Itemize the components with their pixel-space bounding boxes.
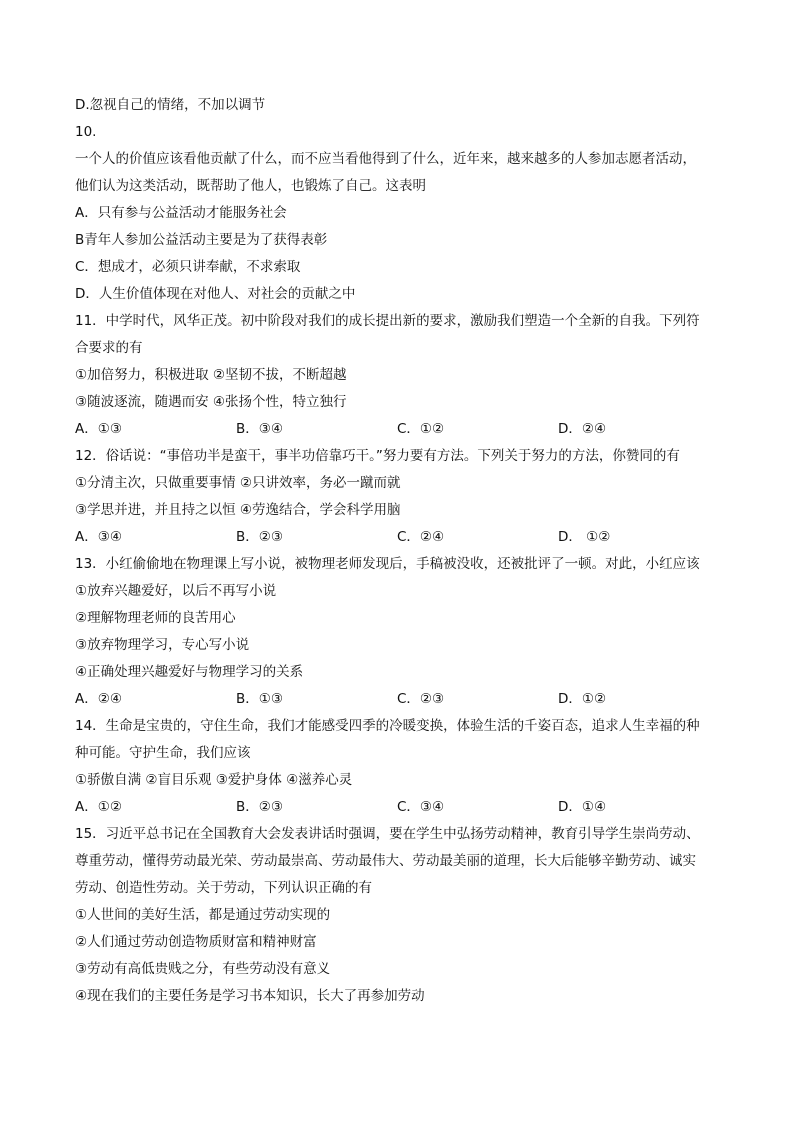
question-15-item-2: ②人们通过劳动创造物质财富和精神财富 xyxy=(75,934,317,950)
question-11-choice-b: B．③④ xyxy=(236,421,283,437)
question-10-option-d: D．人生价值体现在对他人、对社会的贡献之中 xyxy=(75,286,356,302)
question-11-items-line-2: ③随波逐流，随遇而安 ④张扬个性，特立独行 xyxy=(75,394,347,410)
question-11-choice-d: D．②④ xyxy=(558,421,607,437)
question-12-items-line-1: ①分清主次，只做重要事情 ②只讲效率，务必一蹴而就 xyxy=(75,475,401,491)
question-14-stem-line-2: 种可能。守护生命，我们应该 xyxy=(75,745,251,761)
question-10-stem-line-2: 他们认为这类活动，既帮助了他人，也锻炼了自己。这表明 xyxy=(75,178,426,194)
question-12-stem: 12．俗话说：“事倍功半是蛮干，事半功倍靠巧干。”努力要有方法。下列关于努力的方法，你赞同的有 xyxy=(75,448,680,464)
question-15-item-4: ④现在我们的主要任务是学习书本知识，长大了再参加劳动 xyxy=(75,988,425,1004)
question-14-choice-b: B．②③ xyxy=(236,799,283,815)
question-12-items-line-2: ③学思并进，并且持之以恒 ④劳逸结合，学会科学用脑 xyxy=(75,502,401,518)
question-15-item-1: ①人世间的美好生活，都是通过劳动实现的 xyxy=(75,907,331,923)
question-10-option-b: B青年人参加公益活动主要是为了获得表彰 xyxy=(75,232,328,248)
question-12-choice-a: A．③④ xyxy=(75,529,122,545)
question-13-choice-b: B．①③ xyxy=(236,691,283,707)
question-13-item-4: ④正确处理兴趣爱好与物理学习的关系 xyxy=(75,664,304,680)
question-14-choice-d: D．①④ xyxy=(558,799,607,815)
question-number-10: 10. xyxy=(75,124,97,140)
question-13-item-3: ③放弃物理学习，专心写小说 xyxy=(75,637,250,653)
question-15-item-3: ③劳动有高低贵贱之分，有些劳动没有意义 xyxy=(75,961,331,977)
question-11-stem-line-2: 合要求的有 xyxy=(75,340,143,356)
option-line-q9-d: D.忽视自己的情绪，不加以调节 xyxy=(75,97,266,113)
question-14-choice-c: C．③④ xyxy=(397,799,445,815)
question-13-choice-c: C．②③ xyxy=(397,691,445,707)
question-12-choice-d: D． ①② xyxy=(558,529,611,545)
question-11-choice-a: A．①③ xyxy=(75,421,122,437)
question-10-option-c: C．想成才，必须只讲奉献，不求索取 xyxy=(75,259,301,275)
question-14-stem-line-1: 14．生命是宝贵的，守住生命，我们才能感受四季的冷暖变换，体验生活的千姿百态，追求人生幸福的种 xyxy=(75,718,700,734)
question-11-stem-line-1: 11．中学时代，风华正茂。初中阶段对我们的成长提出新的要求，激励我们塑造一个全新的自我。下列符 xyxy=(75,313,700,329)
question-12-choice-c: C．②④ xyxy=(397,529,445,545)
question-15-stem-line-3: 劳动、创造性劳动。关于劳动，下列认识正确的有 xyxy=(75,880,372,896)
question-10-option-a: A．只有参与公益活动才能服务社会 xyxy=(75,205,287,221)
question-15-stem-line-1: 15．习近平总书记在全国教育大会发表讲话时强调，要在学生中弘扬劳动精神，教育引导学生崇尚劳动、 xyxy=(75,826,700,842)
question-15-stem-line-2: 尊重劳动，懂得劳动最光荣、劳动最崇高、劳动最伟大、劳动最美丽的道理，长大后能够辛勤劳动、诚实 xyxy=(75,853,696,869)
question-13-stem: 13．小红偷偷地在物理课上写小说，被物理老师发现后，手稿被没收，还被批评了一顿。对此，小红应该 xyxy=(75,556,700,572)
question-12-choice-b: B．②③ xyxy=(236,529,283,545)
question-10-stem-line-1: 一个人的价值应该看他贡献了什么，而不应当看他得到了什么，近年来，越来越多的人参加志愿者活动， xyxy=(75,151,696,167)
question-11-choice-c: C．①② xyxy=(397,421,445,437)
question-13-item-1: ①放弃兴趣爱好，以后不再写小说 xyxy=(75,583,277,599)
question-14-choice-a: A．①② xyxy=(75,799,122,815)
question-14-items: ①骄傲自满 ②盲目乐观 ③爱护身体 ④滋养心灵 xyxy=(75,772,353,788)
question-13-choice-d: D．①② xyxy=(558,691,607,707)
question-13-item-2: ②理解物理老师的良苦用心 xyxy=(75,610,236,626)
question-11-items-line-1: ①加倍努力，积极进取 ②坚韧不拔，不断超越 xyxy=(75,367,347,383)
question-13-choice-a: A．②④ xyxy=(75,691,122,707)
